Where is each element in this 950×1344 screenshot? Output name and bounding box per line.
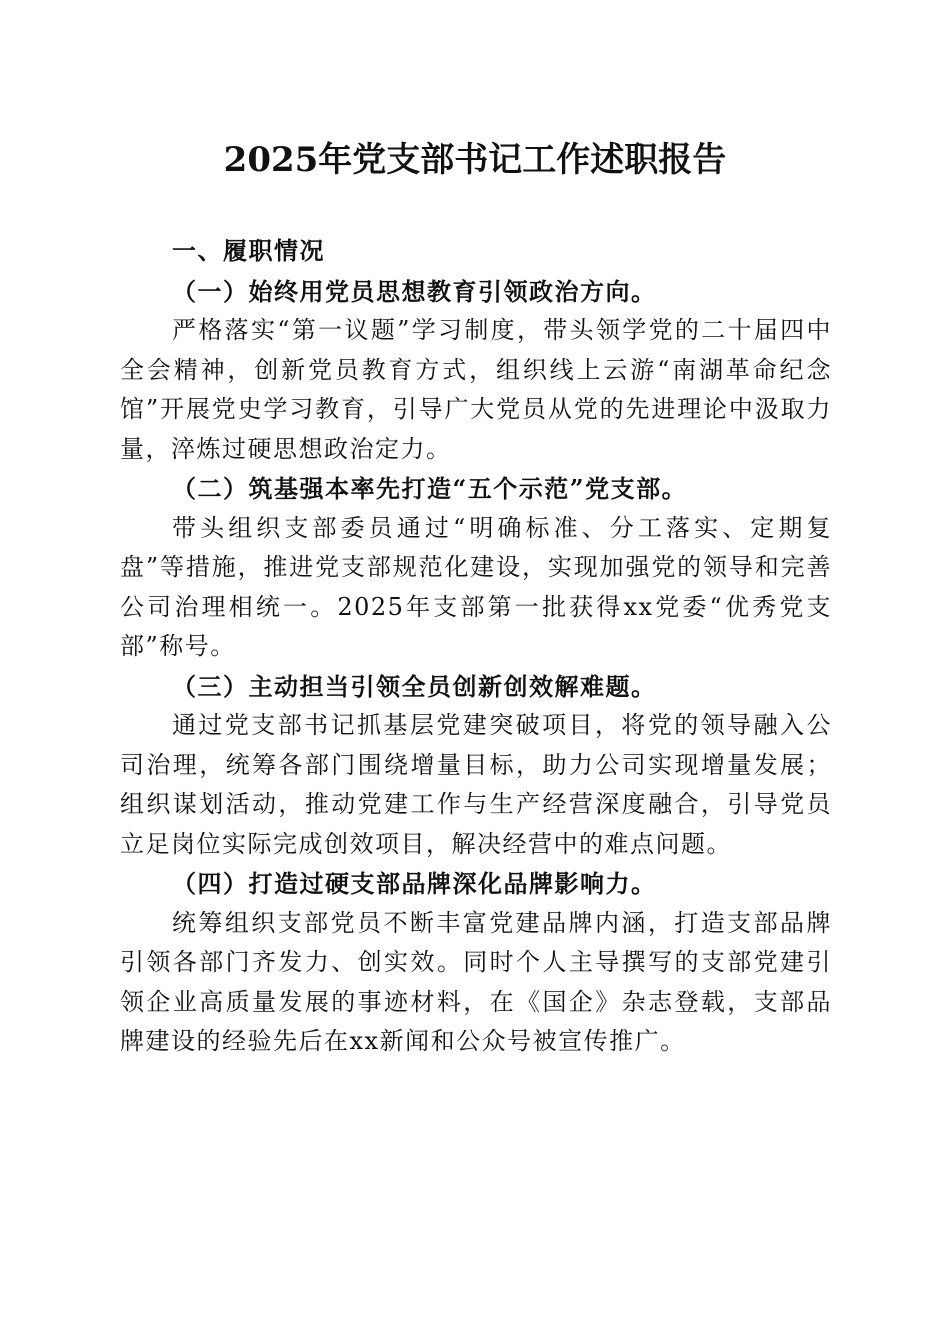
document-body	[120, 232, 832, 1062]
subsection-heading: （一）始终用党员思想教育引领政治方向。	[172, 276, 657, 306]
body-paragraph: 带头组织支部委员通过“明确标准、分工落实、定期复盘”等措施，推进党支部规范化建设，实现加强党的领导和完善公司治理相统一。2025年支部第一批获得xx党委“优秀党支部”称号。	[120, 513, 832, 660]
body-paragraph: 通过党支部书记抓基层党建突破项目，将党的领导融入公司治理，统筹各部门围绕增量目标，助力公司实现增量发展；组织谋划活动，推动党建工作与生产经营深度融合，引导党员立足岗位实际完成创效项目，解决经营中的难点问题。	[120, 711, 832, 858]
document-title: 2025年党支部书记工作述职报告	[223, 140, 727, 180]
body-paragraph: 统筹组织支部党员不断丰富党建品牌内涵，打造支部品牌引领各部门齐发力、创实效。同时个人主导撰写的支部党建引领企业高质量发展的事迹材料，在《国企》杂志登载，支部品牌建设的经验先后在xx新闻和公众号被宣传推广。	[120, 908, 832, 1055]
body-paragraph: 严格落实“第一议题”学习制度，带头领学党的二十届四中全会精神，创新党员教育方式，组织线上云游“南湖革命纪念馆”开展党史学习教育，引导广大党员从党的先进理论中汲取力量，淬炼过硬思想政治定力。	[120, 316, 832, 463]
section-heading: 一、履职情况	[172, 237, 325, 265]
subsection-heading: （三）主动担当引领全员创新创效解难题。	[172, 671, 657, 701]
subsection-heading: （四）打造过硬支部品牌深化品牌影响力。	[172, 869, 657, 898]
subsection-heading: （二）筑基强本率先打造“五个示范”党支部。	[172, 474, 688, 503]
